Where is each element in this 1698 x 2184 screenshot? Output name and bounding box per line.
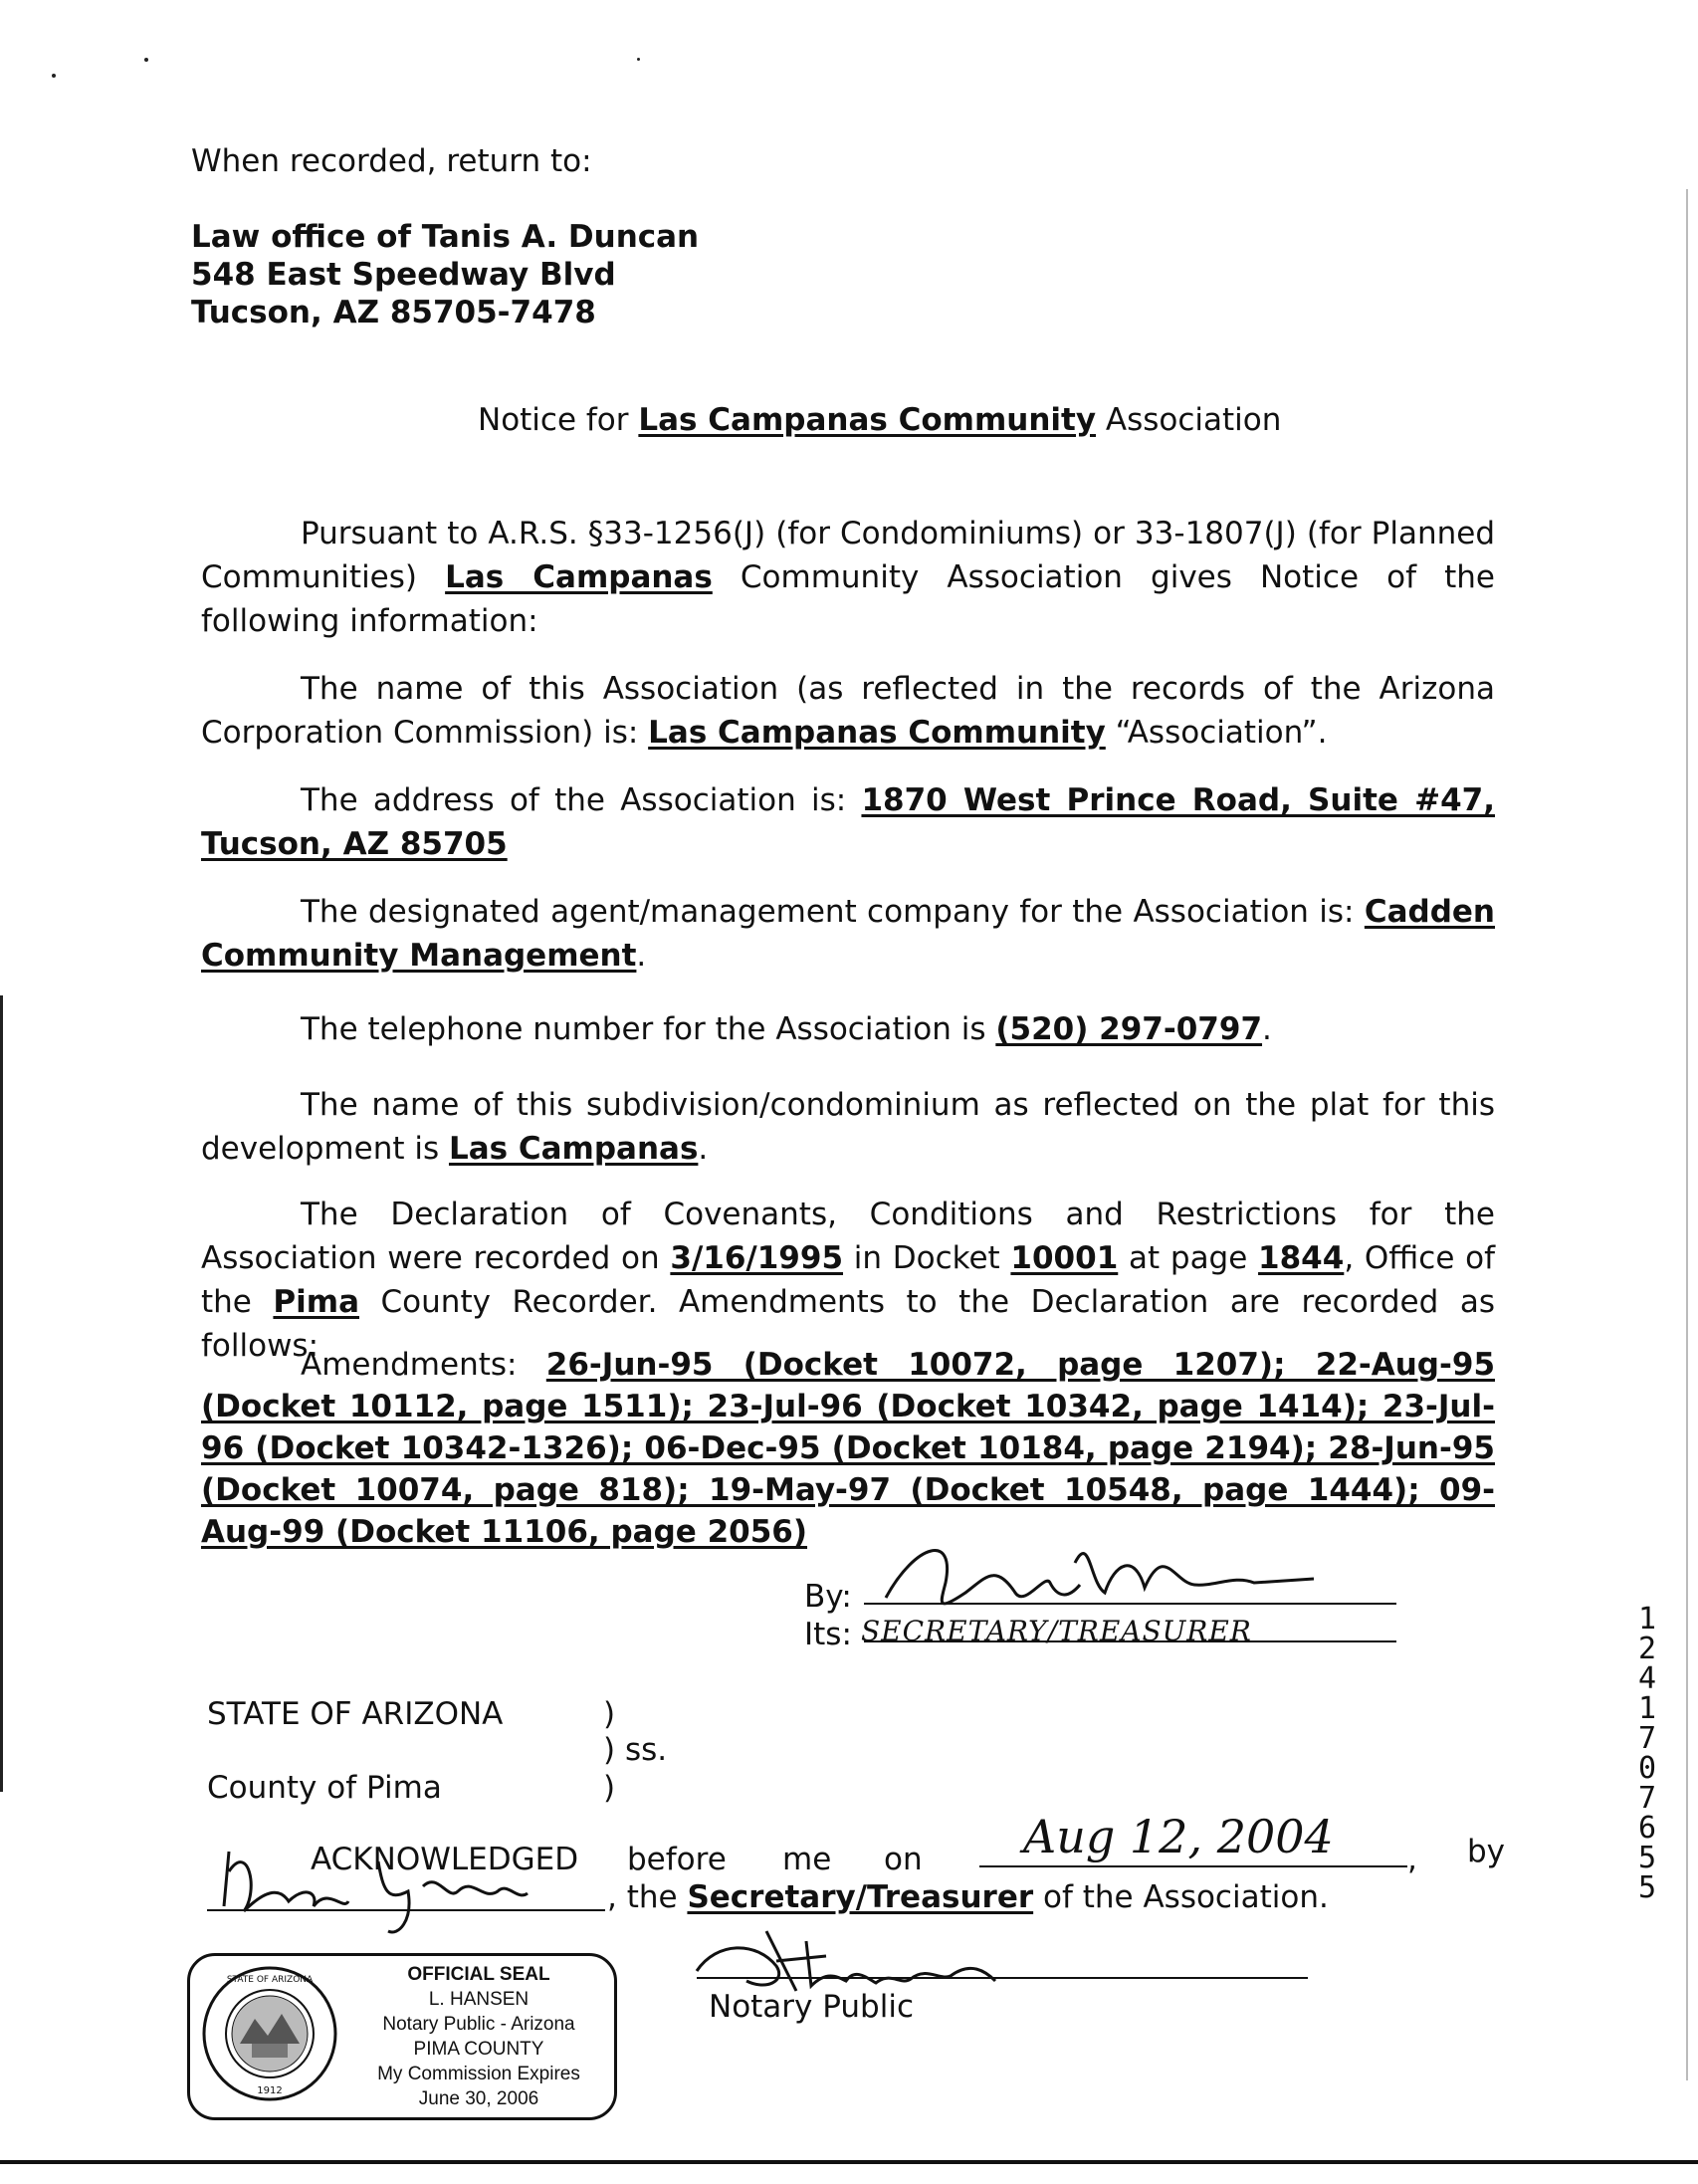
association-phone: (520) 297-0797 [995, 1011, 1263, 1047]
margin-digit: 4 [1637, 1661, 1657, 1696]
association-name: Las Campanas Community [648, 715, 1106, 751]
paragraph-association-name: The name of this Association (as reflected in the records of the Arizona Corporation Commission) is: Las Campanas Community “Association”. [201, 671, 1495, 751]
scan-speck [637, 58, 640, 61]
scan-speck [144, 58, 148, 62]
margin-number-b-digits [1632, 1751, 1662, 1905]
ack-date-handwritten: Aug 12, 2004 [1023, 1810, 1334, 1863]
scan-edge-bottom [0, 2160, 1698, 2164]
notary-label: Notary Public [709, 1989, 914, 2025]
officer-title-handwritten: SECRETARY/TREASURER [861, 1615, 1252, 1647]
notary-seal [187, 1953, 617, 2120]
seal-line-3: Notary Public - Arizona [382, 2014, 575, 2035]
paragraph-pursuant: Pursuant to A.R.S. §33-1256(J) (for Condominiums) or 33-1807(J) (for Planned Communities) Las Campanas Community Association gives Notice of the following information: [201, 516, 1495, 639]
margin-number-a [1632, 1602, 1662, 1756]
ack-date-line [979, 1865, 1407, 1867]
notice-title [478, 400, 1281, 440]
margin-digit: 5 [1637, 1841, 1657, 1875]
scan-edge-left [0, 995, 3, 1792]
seal-notary-name: L. HANSEN [428, 1989, 530, 2010]
paragraph-telephone: The telephone number for the Association is (520) 297-0797. [301, 1011, 1272, 1047]
paragraph-management-company: The designated agent/management company for the Association is: Cadden Community Management. [201, 894, 1495, 974]
signer-name-signature [209, 1832, 607, 1941]
ack-comma: , [1407, 1842, 1417, 1877]
subdivision-name: Las Campanas [448, 1131, 699, 1167]
declaration-date: 3/16/1995 [670, 1240, 844, 1276]
margin-digit: 1 [1637, 1691, 1657, 1726]
return-to-line3: Tucson, AZ 85705-7478 [191, 295, 596, 330]
venue-paren-3: ) [603, 1770, 616, 1806]
title-suffix: Association [1096, 402, 1282, 438]
margin-number-a-digits [1632, 1602, 1662, 1756]
state-seal-emblem [200, 1964, 339, 2103]
declaration-page: 1844 [1258, 1240, 1345, 1276]
ack-before: before [627, 1842, 727, 1877]
venue-paren-1: ) [603, 1696, 616, 1732]
association-short-name: Las Campanas [445, 559, 713, 595]
paragraph-address: The address of the Association is: 1870 West Prince Road, Suite #47, Tucson, AZ 85705 [201, 782, 1495, 862]
ack-on: on [884, 1842, 923, 1877]
amendments-list: 26-Jun-95 (Docket 10072, page 1207); 22-Aug-95 (Docket 10112, page 1511); 23-Jul-96 (Docket 10342, page 1414); 23-Jul-96 (Docket 10342-1326); 06-Dec-95 (Docket 10184, page 2194); 28-Jun-95 (Docket 10074, page 818); 19-May-97 (Docket 10548, page 1444); 09-Aug-99 (Docket 11106, page 2056) [201, 1347, 1496, 1550]
ack-role: Secretary/Treasurer [687, 1879, 1034, 1915]
ack-by: by [1467, 1834, 1506, 1869]
return-to-intro: When recorded, return to: [191, 143, 592, 179]
paragraph-subdivision: The name of this subdivision/condominium as reflected on the plat for this development is Las Campanas. [201, 1087, 1495, 1167]
svg-text:STATE OF ARIZONA: STATE OF ARIZONA [226, 1975, 314, 1985]
seal-line-5: My Commission Expires [377, 2064, 580, 2084]
paragraph-amendments: Amendments: 26-Jun-95 (Docket 10072, page 1207); 22-Aug-95 (Docket 10112, page 1511); 23-Jul-96 (Docket 10342, page 1414); 23-Jul-96 (Docket 10342-1326); 06-Dec-95 (Docket 10184, page 2194); 28-Jun-95 (Docket 10074, page 818); 19-May-97 (Docket 10548, page 1444); 09-Aug-99 (Docket 11106, page 2056) [201, 1347, 1496, 1550]
margin-digit: 0 [1637, 1751, 1657, 1786]
seal-county: PIMA COUNTY [413, 2039, 544, 2060]
ack-label: ACKNOWLEDGED [311, 1842, 579, 1877]
venue-state: STATE OF ARIZONA [207, 1696, 504, 1732]
margin-digit: 7 [1637, 1721, 1657, 1756]
association-address: 1870 West Prince Road, Suite #47, Tucson, AZ 85705 [201, 782, 1495, 862]
svg-text:1912: 1912 [257, 2085, 283, 2096]
ack-me: me [782, 1842, 832, 1877]
venue-county: County of Pima [207, 1770, 442, 1806]
scan-edge-right [1686, 189, 1688, 2080]
management-company: Cadden Community Management [201, 894, 1495, 974]
its-label: Its: [804, 1617, 852, 1652]
margin-digit: 5 [1637, 1870, 1657, 1905]
venue-ss: ) ss. [603, 1732, 668, 1768]
margin-digit: 1 [1637, 1602, 1657, 1637]
seal-line-1: OFFICIAL SEAL [407, 1964, 550, 1985]
officer-signature [876, 1523, 1334, 1672]
seal-expiry: June 30, 2006 [418, 2088, 539, 2109]
return-to-line2: 548 East Speedway Blvd [191, 257, 616, 293]
title-association-name: Las Campanas Community [638, 402, 1097, 438]
scan-speck [52, 74, 56, 78]
declaration-docket: 10001 [1010, 1240, 1119, 1276]
paragraph-declaration: The Declaration of Covenants, Conditions and Restrictions for the Association were recorded on 3/16/1995 in Docket 10001 at page 1844, Office of the Pima County Recorder. Amendments to the Declaration are recorded as follows: [201, 1197, 1496, 1364]
margin-digit: 2 [1637, 1632, 1657, 1666]
title-prefix: Notice for [478, 402, 639, 438]
return-to-line1: Law office of Tanis A. Duncan [191, 219, 700, 255]
margin-number-b [1632, 1751, 1662, 1905]
margin-digit: 6 [1637, 1811, 1657, 1846]
margin-digit: 7 [1637, 1781, 1657, 1816]
by-label: By: [804, 1579, 852, 1615]
declaration-county: Pima [273, 1284, 359, 1320]
seal-text [349, 1962, 608, 2111]
ack-statement: , the Secretary/Treasurer of the Association. [607, 1879, 1329, 1915]
